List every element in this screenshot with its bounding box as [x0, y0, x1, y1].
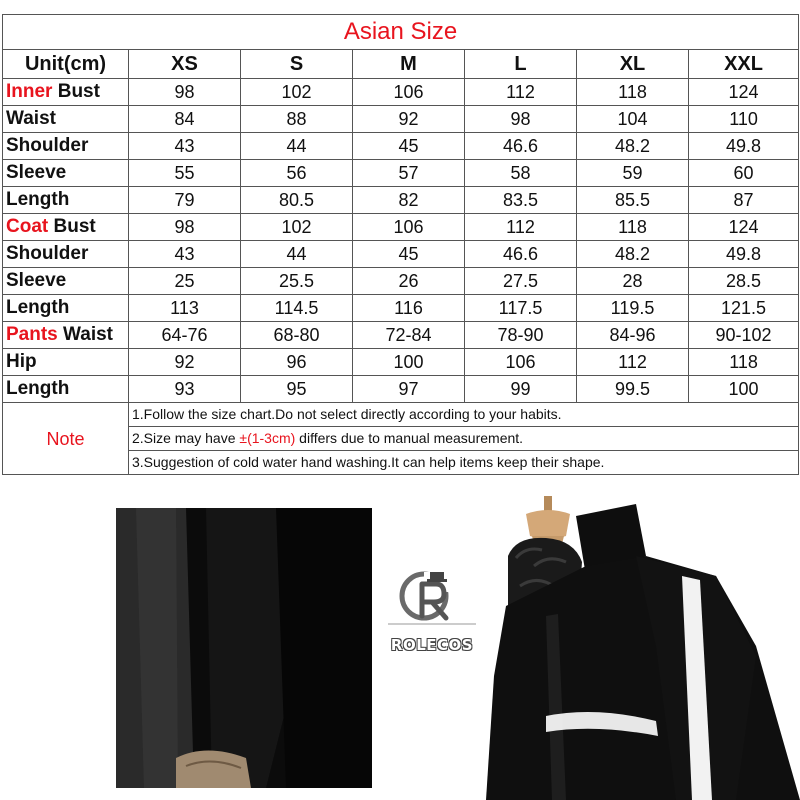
note-text — [129, 451, 799, 475]
table-row — [3, 295, 799, 322]
table-cell: 27.5 — [465, 268, 577, 295]
table-cell: 106 — [465, 349, 577, 376]
size-header-l: L — [465, 50, 577, 79]
row-label — [3, 214, 129, 241]
row-label — [3, 376, 129, 403]
size-chart-title: Asian Size — [3, 15, 799, 50]
table-cell: 106 — [353, 79, 465, 106]
row-measure-label: Shoulder — [6, 243, 89, 264]
table-cell: 78-90 — [465, 322, 577, 349]
table-cell: 28 — [577, 268, 689, 295]
table-cell: 113 — [129, 295, 241, 322]
table-cell: 85.5 — [577, 187, 689, 214]
table-cell: 83.5 — [465, 187, 577, 214]
table-cell: 119.5 — [577, 295, 689, 322]
row-label — [3, 349, 129, 376]
table-cell: 43 — [129, 133, 241, 160]
table-cell: 79 — [129, 187, 241, 214]
size-header-xl: XL — [577, 50, 689, 79]
table-cell: 97 — [353, 376, 465, 403]
table-cell: 43 — [129, 241, 241, 268]
row-measure-label: Sleeve — [6, 270, 67, 291]
table-cell: 112 — [577, 349, 689, 376]
note-row — [3, 403, 799, 427]
table-cell: 98 — [129, 214, 241, 241]
table-cell: 25.5 — [241, 268, 353, 295]
size-header-row — [3, 50, 799, 79]
table-row — [3, 160, 799, 187]
row-measure-label: Hip — [6, 351, 37, 372]
table-cell: 93 — [129, 376, 241, 403]
size-header-m: M — [353, 50, 465, 79]
note-text-before: 1.Follow the size chart.Do not select directly according to your habits. — [132, 406, 562, 422]
row-measure-label: Sleeve — [6, 162, 67, 183]
table-cell: 72-84 — [353, 322, 465, 349]
sleeve-closeup-image — [116, 508, 372, 788]
table-cell: 26 — [353, 268, 465, 295]
table-cell: 99.5 — [577, 376, 689, 403]
table-row — [3, 322, 799, 349]
table-cell: 59 — [577, 160, 689, 187]
table-cell: 46.6 — [465, 133, 577, 160]
table-row — [3, 133, 799, 160]
note-text — [129, 403, 799, 427]
coat-mannequin-photo — [486, 496, 800, 800]
row-group-label: Inner — [6, 81, 53, 102]
table-cell: 100 — [353, 349, 465, 376]
table-cell: 102 — [241, 214, 353, 241]
table-cell: 112 — [465, 79, 577, 106]
table-row — [3, 106, 799, 133]
table-cell: 82 — [353, 187, 465, 214]
table-cell: 92 — [353, 106, 465, 133]
table-cell: 110 — [689, 106, 799, 133]
table-cell: 55 — [129, 160, 241, 187]
table-cell: 118 — [689, 349, 799, 376]
table-cell: 60 — [689, 160, 799, 187]
table-cell: 80.5 — [241, 187, 353, 214]
table-cell: 116 — [353, 295, 465, 322]
row-label — [3, 187, 129, 214]
note-text-before: 2.Size may have — [132, 430, 240, 446]
table-cell: 87 — [689, 187, 799, 214]
table-cell: 114.5 — [241, 295, 353, 322]
size-header-xs: XS — [129, 50, 241, 79]
table-row — [3, 187, 799, 214]
table-cell: 117.5 — [465, 295, 577, 322]
unit-label: Unit(cm) — [3, 50, 129, 79]
row-label — [3, 322, 129, 349]
table-cell: 84 — [129, 106, 241, 133]
row-label — [3, 295, 129, 322]
row-measure-label: Length — [6, 297, 70, 318]
table-cell: 102 — [241, 79, 353, 106]
row-measure-label: Waist — [57, 324, 113, 345]
table-cell: 48.2 — [577, 241, 689, 268]
row-label — [3, 79, 129, 106]
table-cell: 99 — [465, 376, 577, 403]
table-cell: 58 — [465, 160, 577, 187]
size-chart-table — [2, 14, 799, 475]
row-group-label: Pants — [6, 324, 58, 345]
row-measure-label: Waist — [6, 108, 56, 129]
table-cell: 45 — [353, 241, 465, 268]
table-cell: 124 — [689, 79, 799, 106]
note-text-before: 3.Suggestion of cold water hand washing.It can help items keep their shape. — [132, 454, 605, 470]
row-measure-label: Bust — [48, 216, 96, 237]
note-text — [129, 427, 799, 451]
table-row — [3, 214, 799, 241]
table-cell: 56 — [241, 160, 353, 187]
size-header-xxl: XXL — [689, 50, 799, 79]
table-cell: 88 — [241, 106, 353, 133]
table-cell: 90-102 — [689, 322, 799, 349]
row-measure-label: Bust — [52, 81, 100, 102]
table-cell: 106 — [353, 214, 465, 241]
table-cell: 28.5 — [689, 268, 799, 295]
rolecos-logo-text: ROLECOS — [390, 636, 474, 654]
note-label: Note — [3, 403, 129, 475]
table-cell: 48.2 — [577, 133, 689, 160]
table-row — [3, 79, 799, 106]
table-cell: 98 — [465, 106, 577, 133]
table-cell: 118 — [577, 79, 689, 106]
table-cell: 92 — [129, 349, 241, 376]
note-text-after: differs due to manual measurement. — [295, 430, 524, 446]
table-row — [3, 349, 799, 376]
table-cell: 84-96 — [577, 322, 689, 349]
table-cell: 44 — [241, 241, 353, 268]
table-cell: 49.8 — [689, 133, 799, 160]
table-cell: 124 — [689, 214, 799, 241]
table-cell: 64-76 — [129, 322, 241, 349]
table-cell: 118 — [577, 214, 689, 241]
row-measure-label: Length — [6, 189, 70, 210]
table-cell: 25 — [129, 268, 241, 295]
sleeve-closeup-photo — [116, 508, 372, 788]
row-measure-label: Length — [6, 378, 70, 399]
table-cell: 57 — [353, 160, 465, 187]
table-row — [3, 241, 799, 268]
row-label — [3, 106, 129, 133]
table-cell: 112 — [465, 214, 577, 241]
row-group-label: Coat — [6, 216, 49, 237]
table-cell: 121.5 — [689, 295, 799, 322]
table-cell: 46.6 — [465, 241, 577, 268]
row-label — [3, 133, 129, 160]
table-row — [3, 268, 799, 295]
table-cell: 98 — [129, 79, 241, 106]
table-cell: 104 — [577, 106, 689, 133]
table-cell: 49.8 — [689, 241, 799, 268]
table-cell: 44 — [241, 133, 353, 160]
table-cell: 95 — [241, 376, 353, 403]
note-text-accent: ±(1-3cm) — [239, 430, 296, 446]
table-cell: 68-80 — [241, 322, 353, 349]
row-label — [3, 160, 129, 187]
table-row — [3, 376, 799, 403]
row-label — [3, 268, 129, 295]
row-measure-label: Shoulder — [6, 135, 89, 156]
table-cell: 100 — [689, 376, 799, 403]
row-label — [3, 241, 129, 268]
table-cell: 45 — [353, 133, 465, 160]
coat-mannequin-image — [486, 496, 800, 800]
table-cell: 96 — [241, 349, 353, 376]
size-header-s: S — [241, 50, 353, 79]
